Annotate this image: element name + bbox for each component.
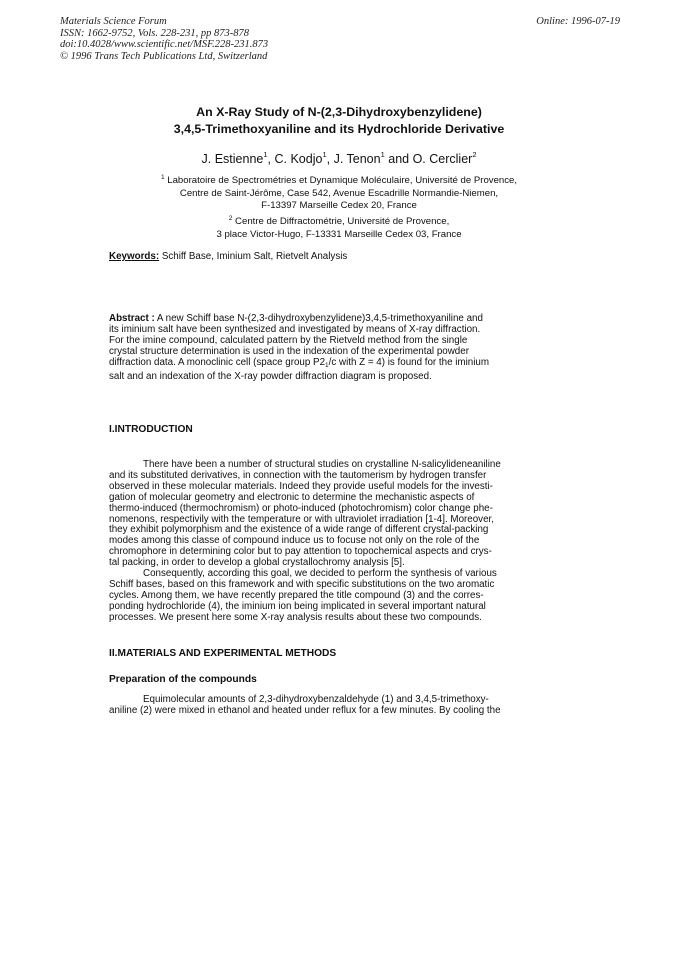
section-heading-materials: II.MATERIALS AND EXPERIMENTAL METHODS [109,648,337,659]
author-separator: , [326,152,334,166]
author-list [0,150,678,166]
body-line: Equimolecular amounts of 2,3-dihydroxybenzaldehyde (1) and 3,4,5-trimethoxy- [143,694,489,705]
subsection-heading-preparation: Preparation of the compounds [109,674,257,685]
abstract [109,314,579,382]
body-line: gation of molecular geometry and electronic to determine the mechanistic aspects of [109,491,475,503]
copyright-line: © 1996 Trans Tech Publications Ltd, Switzerland [60,50,268,62]
author-affiliation-mark: 1 [263,150,268,159]
affiliation-2 [0,213,678,241]
body-line: Consequently, according this goal, we decided to perform the synthesis of various [143,568,497,580]
abstract-line: salt and an indexation of the X-ray powder diffraction diagram is proposed. [109,370,432,382]
doi-line: doi:10.4028/www.scientific.net/MSF.228-231.873 [60,39,269,51]
body-line: and its substituted derivatives, in connection with the tautomerism by hydrogen transfer [109,469,487,481]
title-line: An X-Ray Study of N-(2,3-Dihydroxybenzylidene) [196,105,482,119]
body-line: cycles. Among them, we have recently prepared the title compound (3) and the corres- [109,589,484,601]
author-affiliation-mark: 2 [472,150,477,159]
journal-name: Materials Science Forum [60,16,167,27]
body-line: tal packing, in order to develop a global crystallochromy analysis [5]. [109,557,405,569]
affiliation-text: Centre de Diffractométrie, Université de Provence, [232,216,450,227]
abstract-line: crystal structure determination is used in the indexation of the experimental powder [109,345,469,357]
abstract-text: diffraction data. A monoclinic cell (space group P2 [109,356,326,368]
abstract-line [109,358,579,372]
body-line: observed in these molecular materials. Indeed they provide useful models for the investi- [109,480,493,492]
body-line: There have been a number of structural studies on crystalline N-salicylideneaniline [143,459,501,470]
paper-title [0,104,678,138]
author-separator: and [384,152,413,166]
affiliation-text: Laboratoire de Spectrométries et Dynamique Moléculaire, Université de Provence, [164,175,518,186]
abstract-label: Abstract : [109,313,155,324]
abstract-line: its iminium salt have been synthesized and investigated by means of X-ray diffraction. [109,323,481,335]
space-group-subscript: 1 [325,361,329,369]
body-line: Schiff bases, based on this framework and with specific substitutions on the two aromatic [109,578,495,590]
body-line: modes among this classe of compound induce us to focuse not only on the role of the [109,535,480,547]
body-line: processes. We present here some X-ray analysis results about these two compounds. [109,611,482,623]
affiliation-1 [0,172,678,213]
keywords [109,251,347,262]
section-heading-introduction: I.INTRODUCTION [109,424,193,435]
affiliation-line [0,213,678,229]
affiliation-line: F-13397 Marseille Cedex 20, France [261,200,417,212]
issn-line: ISSN: 1662-9752, Vols. 228-231, pp 873-878 [60,27,249,39]
affiliation-mark: 1 [160,174,165,181]
title-line: 3,4,5-Trimethoxyaniline and its Hydrochloride Derivative [173,122,505,136]
author-name: J. Estienne [201,152,264,166]
author-affiliation-mark: 1 [322,150,327,159]
affiliation-line: Centre de Saint-Jérôme, Case 542, Avenue Escadrille Normandie-Niemen, [179,187,499,199]
keywords-text: Schiff Base, Iminium Salt, Rietvelt Analysis [159,251,348,262]
affiliation-mark: 2 [228,215,233,222]
author-name: O. Cerclier [412,152,473,166]
body-line: nomenons, respectivily with the temperature or with ultraviolet irradiation [1-4]. Moreover, [109,513,494,525]
body-line: they exhibit polymorphism and the existence of a wide range of different crystal-packing [109,524,489,536]
body-line: aniline (2) were mixed in ethanol and heated under reflux for a few minutes. By cooling the [109,704,501,716]
author-affiliation-mark: 1 [380,150,385,159]
abstract-line: For the imine compound, calculated pattern by the Rietveld method from the single [109,334,468,346]
author-name: C. Kodjo [274,152,323,166]
preparation-body [109,695,579,717]
journal-header [60,16,268,62]
affiliation-line: 3 place Victor-Hugo, F-13331 Marseille Cedex 03, France [216,228,462,240]
author-separator: , [267,152,275,166]
keywords-label: Keywords: [109,251,160,262]
abstract-text: A new Schiff base N-(2,3-dihydroxybenzylidene)3,4,5-trimethoxyaniline and [154,313,483,324]
body-line: thermo-induced (thermochromism) or photo-induced (photochromism) color change phe- [109,502,493,514]
body-line: ponding hydrochloride (4), the iminium ion being implicated in several important natural [109,600,486,612]
body-line: chromophore in determining color but to pay attention to topochemical aspects and crys- [109,546,492,558]
introduction-body [109,460,579,624]
abstract-text: /c with Z = 4) is found for the iminium [328,356,490,368]
author-name: J. Tenon [333,152,381,166]
affiliation-line [0,172,678,188]
online-date: Online: 1996-07-19 [536,16,620,27]
